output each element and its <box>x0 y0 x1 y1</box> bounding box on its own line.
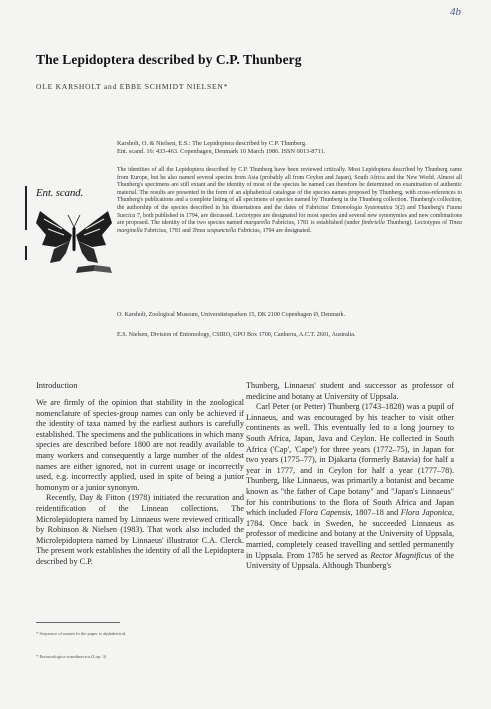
paragraph-text: , 1784. Once back in Sweden, he succeeded Linnaeus as professor of medicine and botany at the University of Uppsala, married, completely ceased travelling and settled permanently in Uppsala. From 1785 he served as <box>246 508 454 560</box>
abstract-text: 3(2) and Thunberg's <box>392 204 447 211</box>
address-nielsen: E.S. Nielsen, Division of Entomology, CSIRO, GPO Box 1700, Canberra, A.C.T. 2601, Australia. <box>117 332 356 338</box>
paper-authors: OLE KARSHOLT and EBBE SCHMIDT NIELSEN* <box>36 82 229 91</box>
margin-bracket <box>25 186 27 230</box>
abstract-text: Thunberg). Lectotypes of <box>384 220 449 227</box>
butterfly-illustration <box>32 205 116 277</box>
footnote-1: * Sequence of names in the paper is alphabetical. <box>36 631 127 636</box>
footnote-rule <box>36 622 120 623</box>
paragraph-text: of the University of Uppsala. Although Thunberg's <box>246 550 455 571</box>
column-left <box>36 398 244 568</box>
column-right <box>246 381 454 572</box>
swallowtail-butterfly-icon <box>36 211 112 263</box>
paragraph-italic: Flora Japonica <box>400 508 452 518</box>
paragraph <box>246 402 454 572</box>
paragraph-italic: Flora Capensis <box>299 508 351 518</box>
journal-logo: Ent. scand. <box>36 187 83 199</box>
abstract-text: Fabricius, 1794 are designated. <box>236 227 312 234</box>
abstract-italic: margarella <box>244 220 271 227</box>
abstract-italic: Fauna Suecica <box>117 204 462 219</box>
paragraph: Recently, Day & Fitton (1978) initiated the recuration and reidentification of the Linnean collections. The Microlepidoptera named by Linnaeus were reviewed critically by Robinson & Nielsen (1983). That work also included the Microlepidoptera named by Linnaeus' illustrator C.A. Clerck. The present work establishes the identity of all the Lepidoptera described by C.P. <box>36 493 244 566</box>
moth-icon <box>76 265 112 273</box>
abstract-italic: fimbriella <box>361 220 385 227</box>
abstract <box>117 167 462 235</box>
section-heading-introduction: Introduction <box>36 381 78 390</box>
paragraph: Thunberg, Linnaeus' student and successor as professor of medicine and botany at University of Uppsala. <box>246 381 454 401</box>
paragraph: We are firmly of the opinion that stability in the zoological nomenclature of species-group names can only be achieved if the identity of taxa named by the earliest authors is carefully established. The specimens and the publications in which many species are described before 1800 are not readily available to many workers and consequently a large number of the oldest names are either ignored, not in current usage or incorrectly used, e.g. incorrectly applied, used in spite of being a junior homonym or a junior synonym. <box>36 398 244 492</box>
address-karsholt: O. Karsholt, Zoological Museum, Universitetsparken 15, DK 2100 Copenhagen Ø, Denmark. <box>117 312 346 318</box>
citation <box>117 140 457 157</box>
abstract-text: 7, both published in 1794, are discussed. Lectotypes are designated for most species and several new synonymies and new combinations are proposed. The identity of the two species named <box>117 212 462 227</box>
abstract-text: Fabricius, 1781 and <box>142 227 193 234</box>
abstract-italic: Tinea marginella <box>117 220 462 234</box>
paragraph-text: , 1807–18 and <box>350 508 401 518</box>
margin-bracket-small <box>25 246 27 260</box>
abstract-text: The identities of all the Lepidoptera described by C.P. Thunberg have been reviewed critically. Most Lepidoptera described by Thunberg came from Europe, but he also named several species from Asia (probably all from Ceylon and Japan), South Africa and the New World. Almost all Thunberg's specimens are still extant and the identity of most of the species he named can therefore be determined on examination of authentic material. The results are presented in the form of an alphabetical catalogue of the species names proposed by Thunberg, with cross-references to Thunberg's publications and a complete listing of all specimens of species named by Thunberg in the Thunberg collection. Thunberg's collection, the authorship of the species described in his dissertations and the dates of Fabricius' <box>117 167 462 211</box>
page-mark: 4b <box>450 6 461 18</box>
abstract-italic: Entomologia Systematica <box>331 204 393 211</box>
paragraph-text: Carl Peter (or Petter) Thunberg (1743–1828) was a pupil of Linnaeus, and was encouraged by his teacher to visit other continents as well. This eventually led to a long journey to South Africa, Japan, Java and Ceylon. He collected in South Africa ('Cap', 'Cape') for three years (1772–75), in Japan for two years (1775–77), in Djakarta (formerly Batavia) for half a year in 1777, and in Ceylon for half a year (1777–78). Thunberg, like Linnaeus, was primarily a botanist and became known as "the father of Cape botany" and "Japan's Linnaeus" for his contributions to the flora of South Africa and Japan which included <box>246 402 454 518</box>
citation-line-2: Ent. scand. 16: 433-463. Copenhagen, Denmark 10 March 1986. ISSN 0013-8711. <box>117 148 326 156</box>
paper-title: The Lepidoptera described by C.P. Thunberg <box>36 52 302 67</box>
citation-line-1: Karsholt, O. & Nielsen, E.S.: The Lepidoptera described by C.P. Thunberg. <box>117 140 307 147</box>
abstract-text: Fabricius, 1781 is established (under <box>270 220 362 227</box>
footnote-2: * Entomologica scandinavica (Lop. 3) <box>36 654 107 659</box>
paragraph-italic: Rector Magnificus <box>370 550 432 560</box>
abstract-italic: Tinea sexpunctella <box>192 227 237 234</box>
